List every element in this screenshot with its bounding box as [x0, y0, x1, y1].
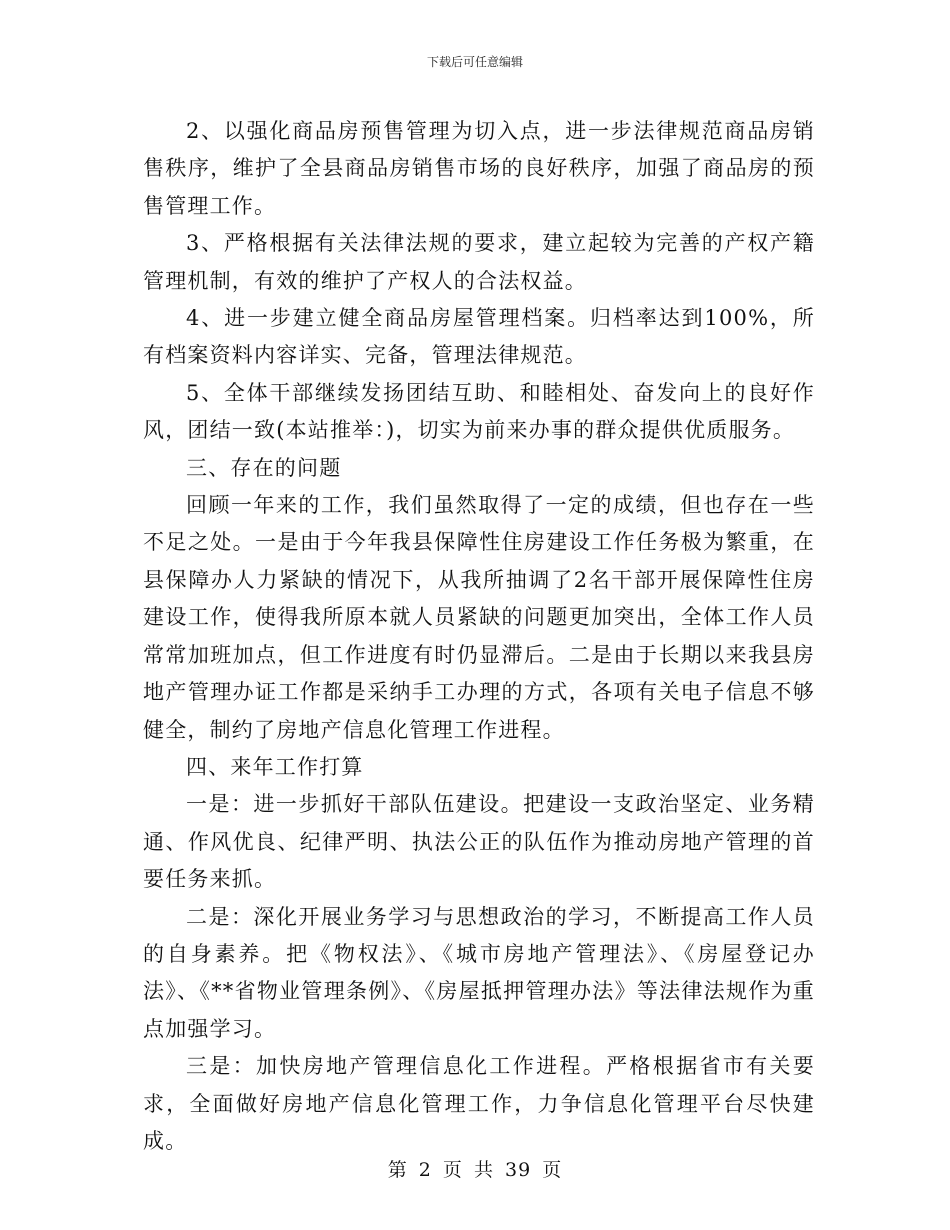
- page-footer: 第 2 页 共 39 页: [387, 1159, 563, 1181]
- section-heading-problems: 三、存在的问题: [186, 455, 342, 480]
- paragraph-problems: 回顾一年来的工作，我们虽然取得了一定的成绩，但也存在一些不足之处。一是由于今年我县保障性住房建设工作任务极为繁重，在县保障办人力紧缺的情况下，从我所抽调了2名干部开展保障性住房建设工作，使得我所原本就人员紧缺的问题更加突出，全体工作人员常常加班加点，但工作进度有时仍显滞后。二是由于长期以来我县房地产管理办证工作都是采纳手工办理的方式，各项有关电子信息不够健全，制约了房地产信息化管理工作进程。: [143, 493, 815, 742]
- page-header: 下载后可任意编辑: [426, 55, 523, 69]
- paragraph-item-4: 4、进一步建立健全商品房屋管理档案。归档率达到100%，所有档案资料内容详实、完备，管理法律规范。: [143, 306, 815, 368]
- paragraph-plan-3: 三是：加快房地产管理信息化工作进程。严格根据省市有关要求，全面做好房地产信息化管理工作，力争信息化管理平台尽快建成。: [143, 1054, 815, 1153]
- section-heading-plans: 四、来年工作打算: [186, 754, 364, 779]
- paragraph-item-2: 2、以强化商品房预售管理为切入点，进一步法律规范商品房销售秩序，维护了全县商品房销售市场的良好秩序，加强了商品房的预售管理工作。: [143, 119, 815, 218]
- paragraph-item-3: 3、严格根据有关法律法规的要求，建立起较为完善的产权产籍管理机制，有效的维护了产权人的合法权益。: [143, 231, 815, 293]
- document-body: [143, 113, 815, 1160]
- paragraph-plan-1: 一是：进一步抓好干部队伍建设。把建设一支政治坚定、业务精通、作风优良、纪律严明、执法公正的队伍作为推动房地产管理的首要任务来抓。: [143, 792, 815, 892]
- paragraph-plan-2: 二是：深化开展业务学习与思想政治的学习，不断提高工作人员的自身素养。把《物权法》、《城市房地产管理法》、《房屋登记办法》、《**省物业管理条例》、《房屋抵押管理办法》等法律法规作为重点加强学习。: [143, 904, 815, 1041]
- paragraph-item-5: 5、全体干部继续发扬团结互助、和睦相处、奋发向上的良好作风，团结一致(本站推举：)，切实为前来办事的群众提供优质服务。: [143, 380, 815, 443]
